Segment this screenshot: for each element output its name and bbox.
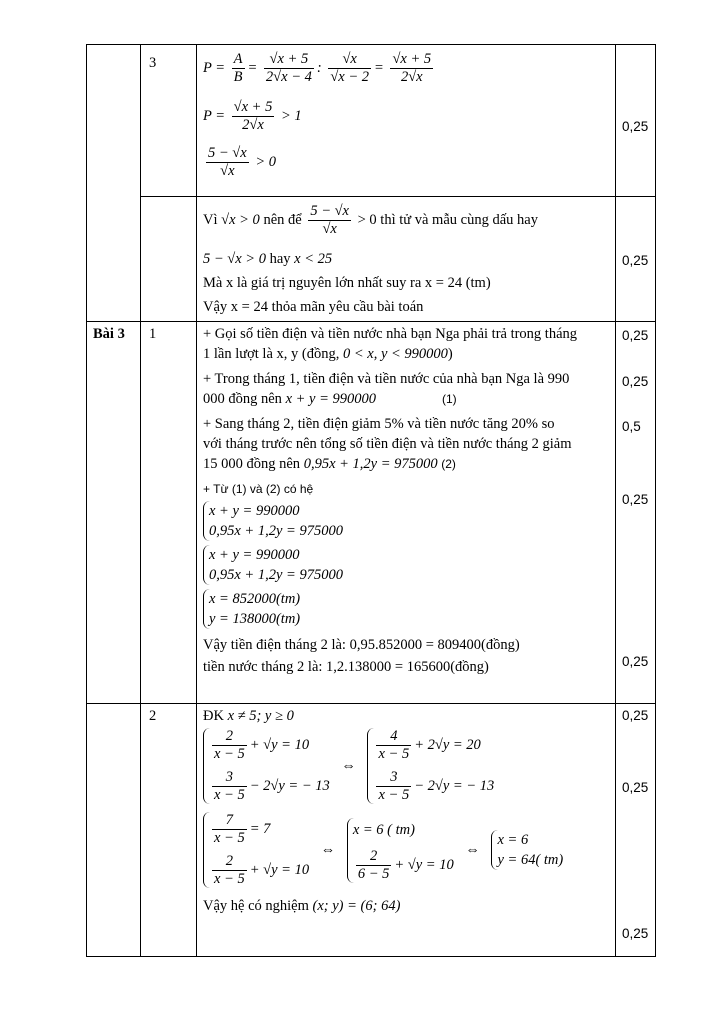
equation-system: x = 6 y = 64( tm) [491,830,563,870]
score-cell [616,704,656,957]
equation-system: $\frac{4}{x - 5}$ + 2√y = 20 $\frac{3}{x - 5}$ − 2√y = − 13 [367,728,494,804]
score: 0,25 [622,253,649,268]
equivalence-symbol: ⇔ [465,841,480,858]
table-row [87,704,656,957]
solution-cell: ĐK x ≠ 5; y ≥ 0 $\frac{2}{x - 5}$ + √y = 10 $\frac{3}{x - 5}$ − 2√y = − 13 ⇔ $\frac{4}{x - 5}$ + 2√y = 20 $\frac{3}{x - 5}$ − 2√y = − 13 $\frac{7}{x - 5}$ = 7 $\frac{2}{x - 5}$ + √y = 10 ⇔ x = 6 ( tm) $\frac{2}{6 - 5}$ + √y = 10 ⇔ x = 6 y = 64( tm) Vậy hệ có nghiệm (x; y) = (6; 64) [197,704,616,957]
table-row [87,45,656,197]
equation: P = $\frac{A}{B}$ = $\frac{√x + 5}{2√x - 4}$ : $\frac{√x}{√x - 2}$ = $\frac{√x + 5}{2√x}$ [203,51,432,85]
equivalence-symbol: ⇔ [341,757,356,774]
section-cell [87,45,141,322]
score: 0,25 [622,708,649,723]
score: 0,25 [622,119,649,134]
equation-system: $\frac{7}{x - 5}$ = 7 $\frac{2}{x - 5}$ + √y = 10 [203,812,309,888]
equation: P = $\frac{√x + 5}{2√x}$ > 1 [203,99,302,133]
score: 0,25 [622,780,649,795]
answer-table [86,44,656,957]
score-cell [616,197,656,322]
part-label: 1 [141,322,197,704]
score: 0,5 [622,419,641,434]
section-cell [87,704,141,957]
section-label: Bài 3 [87,322,141,704]
score: 0,25 [622,926,649,941]
equation-system: x + y = 990000 0,95x + 1,2y = 975000 [203,501,343,541]
equation-system: x = 852000(tm) y = 138000(tm) [203,589,300,629]
part-label: 3 [141,45,197,197]
score: 0,25 [622,328,649,343]
part-label: 2 [141,704,197,957]
table-row [87,197,656,322]
score: 0,25 [622,374,649,389]
part-cell [141,197,197,322]
score: 0,25 [622,492,649,507]
score: 0,25 [622,654,649,669]
equivalence-symbol: ⇔ [320,841,336,858]
score-cell [616,322,656,704]
equation: $\frac{5 - √x}{√x}$ > 0 [208,145,276,179]
solution-cell: + Gọi số tiền điện và tiền nước nhà bạn Nga phải trả trong tháng 1 lần lượt là x, y (đồng, 0 < x, y < 990000) + Trong tháng 1, tiền điện và tiền nước của nhà bạn Nga là 990 000 đồng nên x + y = 990000 (1) + Sang tháng 2, tiền điện giảm 5% và tiền nước tăng 20% so với tháng trước nên tổng số tiền điện và tiền nước tháng 2 giảm 15 000 đồng nên 0,95x + 1,2y = 975000 (2) + Từ (1) và (2) có hệ x + y = 990000 0,95x + 1,2y = 975000 x + y = 990000 0,95x + 1,2y = 975000 x = 852000(tm) y = 138000(tm) Vậy tiền điện tháng 2 là: 0,95.852000 = 809400(đồng) tiền nước tháng 2 là: 1,2.138000 = 165600(đồng) [197,322,616,704]
solution-cell [197,45,616,197]
table-row [87,322,656,704]
solution-cell: Vì √x > 0 nên để $\frac{5 - √x}{√x}$ > 0 thì tử và mẫu cùng dấu hay 5 − √x > 0 hay x < 25 Mà x là giá trị nguyên lớn nhất suy ra x = 24 (tm) Vậy x = 24 thỏa mãn yêu cầu bài toán [197,197,616,322]
equation-system: $\frac{2}{x - 5}$ + √y = 10 $\frac{3}{x - 5}$ − 2√y = − 13 [203,728,330,804]
equation-system: x = 6 ( tm) $\frac{2}{6 - 5}$ + √y = 10 [347,818,454,883]
score-cell [616,45,656,197]
equation-system: x + y = 990000 0,95x + 1,2y = 975000 [203,545,343,585]
